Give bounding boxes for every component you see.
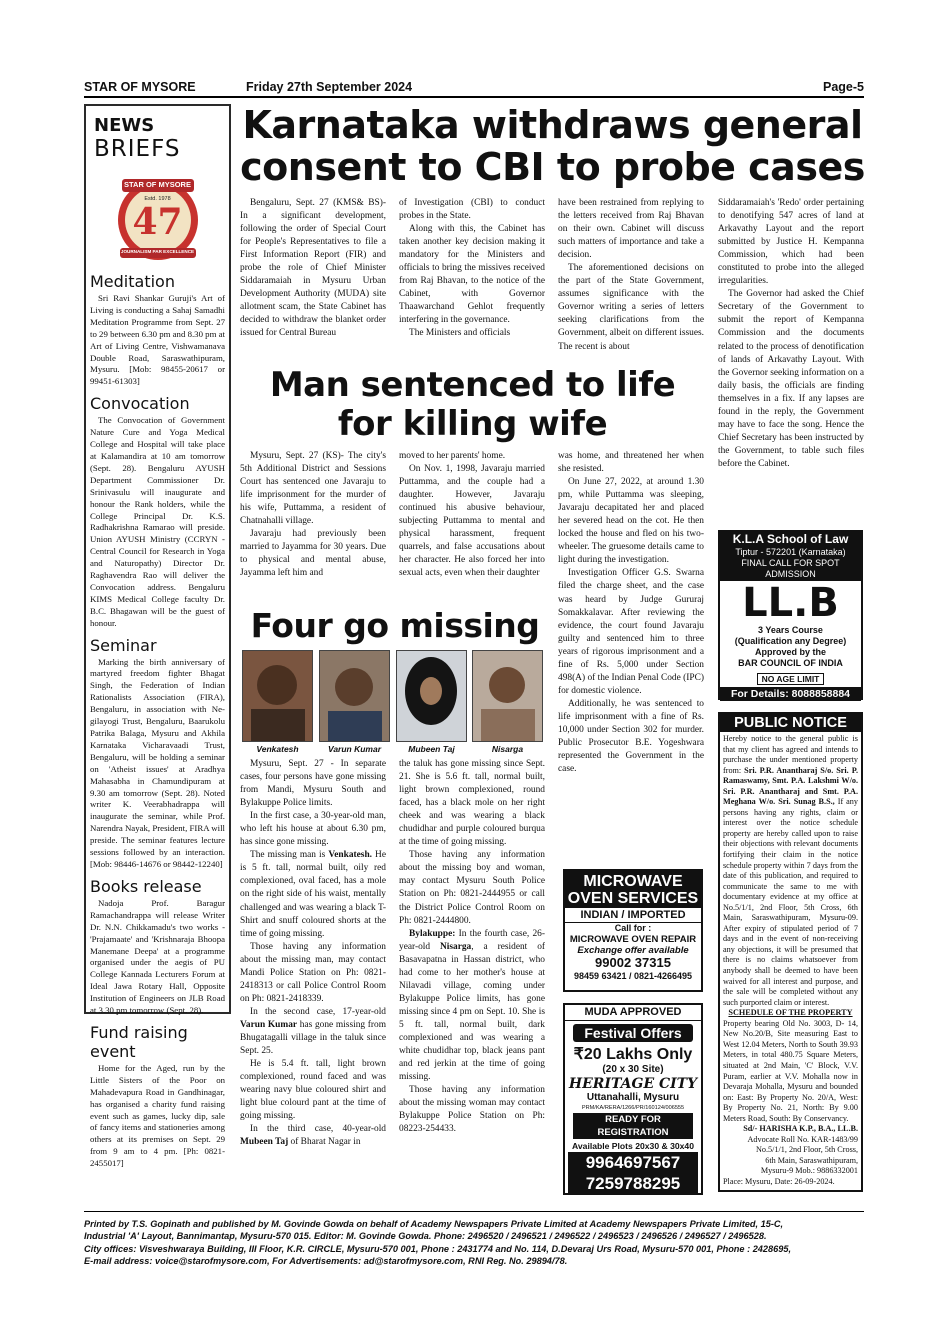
header-rule xyxy=(84,96,864,98)
ad-muda-l7: PRM/KA/RERA/1266/PR/160124/006555 xyxy=(581,1105,685,1111)
ad-law-place: Tiptur - 572201 (Karnataka) xyxy=(720,547,861,558)
ad-law-call: FINAL CALL FOR SPOT ADMISSION xyxy=(720,558,861,581)
ad-muda-l1: MUDA APPROVED xyxy=(565,1005,701,1021)
ad-microwave-l4: Call for : xyxy=(614,923,652,933)
story1-col2: of Investigation (CBI) to conduct probes in the State. Along with this, the Cabinet has taken another key decision making it mandatory for the Ministers and officials to bring the missives received from Raj Bhavan, to the notice of the Cabinet, with Governor Thaawarchand Gehlot frequently interfering in the governance. The Ministers and officials xyxy=(399,198,545,339)
ad-law-approved: Approved by the xyxy=(754,647,826,657)
ad-kla-school-of-law xyxy=(718,530,863,700)
ad-law-name: K.L.A School of Law xyxy=(720,532,861,547)
story2-headline xyxy=(240,366,705,444)
ad-microwave xyxy=(563,869,703,992)
story2-col3: was home, and threatened her when she resisted. On June 27, 2022, at around 1.30 pm, while Puttamma was sleeping, Javaraju decapitated her and placed her severed head on the cot. He then locked the house and fled on his two-wheeler. The gruesome details came to light during the investigation. Investigation Officer G.S. Swarna filed the charge sheet, and the case was heard by Judge Gururaj Somakkalavar. After reviewing the evidence, the court found Javaraju guilty and sentenced him to three years of rigorous imprisonment and a fine of Rs. 5,000 under Section 498(A) of the Indian Penal Code (IPC) for domestic violence. Additionally, he was sentenced to life imprisonment with a fine of Rs. 10,000 under Section 302 for murder. Public Prosecutor B.E. Yogeshwara represented the Government in the case. xyxy=(558,451,704,775)
ad-muda-l3: ₹20 Lakhs Only xyxy=(573,1046,693,1063)
briefs-title-bottom: BRIEFS xyxy=(94,136,181,162)
brief-item xyxy=(90,1023,225,1170)
brief-text: Marking the birth anniversary of martyred freedom fighter Bhagat Singh, the Federation of Indian Rationalists Association (FIRA), Bengaluru, in association with Ne-gilayogi Trust, Bengaluru, Baarukolu Patrika Balaga, Mysuru and Akhila Karnataka Vicharavaadi Trust, Bengaluru, will be holding a seminar on 'Atheist issues' at Aradhya Mahasabha in Chamundipuram at 9.30 am tomorrow (Sept. 28). Noted writer K. Veerabhadrappa will inaugurate the seminar, while Prof. Narendra Nayak, President, FIRA will preside. The seminar features lecture sessions followed by an interaction. [Mob: 98446-14676 or 98442-12240] xyxy=(90,656,225,869)
story1-col4: Siddaramaiah's 'Redo' order pertaining to denotifying 547 acres of land at Arkavathy Layout and the report submitted by Justice H. Kempanna Commission, which had been constituted to probe into the alleged irregularities. The Governor had asked the Chief Secretary of the Government to submit the report of Kempanna Commission and the documents related to the process of denotification of lands of Arkavathy Layout. With the Governor seeking information on a daily basis, the officials are finding themselves in a fix. If any lapses are found in the reply, the Government may have to face the song. Hence the Chief Secretary has been instructed by the Government, to table such files before the Cabinet. xyxy=(718,198,864,469)
story1-col3: have been restrained from replying to the letters received from Raj Bhavan on their own. Cabinet will discuss such matters of importance and take a decision. The aforementioned decisions on the part of the State Government, assumes significance with the Governor writing a series of letters seeking clarifications from the Government, albeit on different issues. The recent is about xyxy=(558,198,704,352)
briefs-title-top: NEWS xyxy=(94,115,155,136)
photo-nisarga xyxy=(472,650,543,742)
story2-headline-line2: for killing wife xyxy=(337,404,608,444)
ad-muda-l8: READY FOR REGISTRATION xyxy=(573,1113,693,1139)
brief-text: Sri Ravi Shankar Guruji's Art of Living is conducting a Sahaj Samadhi Meditation Programme from Sept. 27 to 29 between 6.30 pm and 8.30 pm at Art of Living Centre, Vishwamanava Double Road, Saraswathipuram, Mysuru. [Mob: 98455-20617 or 99451-61303] xyxy=(90,293,225,387)
notice-sign2: Advocate Roll No. KAR-1483/99 xyxy=(747,1134,858,1144)
ad-law-council: BAR COUNCIL OF INDIA xyxy=(738,658,843,668)
story3-headline: Four go missing xyxy=(250,606,540,645)
story2-col1: Mysuru, Sept. 27 (KS)- The city's 5th Additional District and Sessions Court has sentenced one Javaraju to life imprisonment for the murder of his wife, Puttamma, a resident of Chatnahalli village. Javaraju had previously been married to Jayamma for 30 years. Due to physical and mental abuse, Jayamma left him and xyxy=(240,451,386,579)
brief-heading: Convocation xyxy=(90,394,190,414)
photo-venkatesh xyxy=(242,650,313,742)
paper-name: STAR OF MYSORE xyxy=(84,80,196,94)
imprint-footer xyxy=(84,1218,864,1268)
person-icon xyxy=(320,651,389,741)
ad-microwave-l1: MICROWAVE xyxy=(565,871,701,890)
brief-item xyxy=(90,272,225,388)
notice-sign3: No.5/1/1, 2nd Floor, 5th Cross, xyxy=(755,1145,858,1155)
story3-col2: the taluk has gone missing since Sept. 21. She is 5.6 ft. tall, normal built, light brown complexioned, round faced, has a black mole on her right cheek and was wearing a black chudidhar and purple coloured burqua at the time of going missing. Those having any information about the missing boy and woman, may contact Mysuru South Police Station on Ph: 0821-2444955 or call the District Police Control Room on Ph: 0821-2444800. Bylakuppe: In the fourth case, 26-year-old Nisarga, a resident of Basavapatna in Hassan district, who had come to her mother's house at Nilavadi village, coming under Bylakuppe Police limits, has gone missing since 4 pm on Sept. 10. She is 5 ft. tall, normal built, dark complexioned and was wearing a white chudidhar top, black jeans pant and red jerkin at the time of going missing. Those having any information about the missing woman may contact Bylakuppe Police Station on Ph: 08223-254433. xyxy=(399,759,545,1135)
ad-law-qual: (Qualification any Degree) xyxy=(734,636,847,646)
story1-col1: Bengaluru, Sept. 27 (KMS& BS)- In a significant development, following the order of Special Court for People's Representatives to file a First Information Report (FIR) and probe the role of Chief Minister Siddaramaiah in Mysuru Urban Development Authority (MUDA) site allotment scam, the State Cabinet has decided to withdraw the blanket order issued for Central Bureau xyxy=(240,198,386,339)
news-briefs-box xyxy=(84,104,231,1169)
brief-heading: Fund raising event xyxy=(90,1022,188,1061)
footer-line: Printed by T.S. Gopinath and published by M. Govinde Gowda on behalf of Academy Newspapers Private Limited at Academy Newspapers Private Limited, 15-C, xyxy=(84,1219,784,1229)
ad-muda-l9: Available Plots 20x30 & 30x40 xyxy=(572,1141,694,1151)
brief-item xyxy=(90,877,225,1017)
brief-heading: Meditation xyxy=(90,272,175,291)
brief-heading: Seminar xyxy=(90,635,157,655)
story1-headline-line1: Karnataka withdraws general xyxy=(242,103,863,147)
ad-microwave-l2: OVEN SERVICES xyxy=(565,890,701,908)
notice-title: PUBLIC NOTICE xyxy=(720,714,861,732)
ad-microwave-l3: INDIAN / IMPORTED xyxy=(565,908,701,923)
ad-law-details: For Details: 8088858884 xyxy=(720,687,861,701)
notice-sign4: 6th Main, Saraswathipuram, xyxy=(765,1155,858,1165)
footer-line: City offices: Visveshwaraya Building, III Floor, K.R. CIRCLE, Mysuru-570 001, Phone : 2431774 and No. 114, D.Devaraj Urs Road, Mysuru-570 001, Phone : 2428695, xyxy=(84,1243,792,1254)
notice-sign6: Place: Mysuru, Date: 26-09-2024. xyxy=(723,1176,835,1186)
ad-muda-l4: (20 x 30 Site) xyxy=(602,1064,664,1075)
notice-sign1: Sd/- HARISHA K.P., B.A., LL.B. xyxy=(743,1124,858,1134)
story2-headline-line1: Man sentenced to life xyxy=(269,365,676,405)
logo-estd: Estd. 1978 xyxy=(144,196,171,202)
public-notice: PUBLIC NOTICE Hereby notice to the general public is that my client has agreed and intends to purchase the under mentioned property from: Sri. P.R. Anantharaj S/o. Sri. P. Ramaswamy, Smt. P.A. Lakshmi W/o. Sri. P.R. Anantharaj and Smt. P.A. Meghana W/o. Sri. Sunag B.S., If any persons having any rights, claim or interest over the notice schedule property are hereby called upon to raise their objections with relevant documents fortifying their claim in the notice schedule property within 7 days from the date of this publication, and required to communicate the same to me with documentary evidence at my office at No.5/1/1, 2nd Floor, 5th Cross, 6th Main, Saraswathipuram, Mysuru-09. After expiry of stipulated period of 7 days and in the event of non-receiving any objections, it will be presumed that there is no claims whatsoever from anybody shall be deemed to have been waived for all interest and purpose, and the sale will be completed without any such purported claim or interest. SCHEDULE OF THE PROPERTY Property bearing Old No. 3003, D- 14, New No.20/B, Site measuring East to West 12.04 Meters, North to South 39.93 Meters, in total 480.75 Square Meters, situated at 2nd Main, 'C' Block, V.V. Puram, earlier at V.V. Mohalla now in Devaraja Mohalla, Mysuru and bounded on: East: By Property No. 20/A, West: By Property No. 21, North: By 9.00 Meters Road, South: By Conservancy. Sd/- HARISHA K.P., B.A., LL.B. Advocate Roll No. KAR-1483/99 No.5/1/1, 2nd Floor, 5th Cross, 6th Main, Saraswathipuram, Mysuru-9 Mob.: 9886332001 Place: Mysuru, Date: 26-09-2024. xyxy=(718,712,863,1192)
photo-caption: Varun Kumar xyxy=(327,744,382,754)
story1-headline-line2: consent to CBI to probe cases xyxy=(240,145,865,189)
person-icon xyxy=(397,651,466,741)
person-icon xyxy=(473,651,542,741)
ad-law-age: NO AGE LIMIT xyxy=(757,673,825,685)
brief-text: Home for the Aged, run by the Little Sisters of the Poor on Mahadevapura Road in Gandhinagar, has organised a charity fund raising event such as games, lucky dip, sale of fancy items and stationeries among others at its premises on Sept. 29 from 9 am to 4 pm. [Ph: 0821-2455017] xyxy=(90,1062,225,1169)
anniversary-logo xyxy=(112,174,204,264)
photo-mubeen-taj xyxy=(396,650,467,742)
ad-law-degree: LL.B xyxy=(742,580,839,626)
logo-bottom-text: JOURNALISM PAR EXCELLENCE xyxy=(120,249,195,254)
ad-law-years: 3 Years Course xyxy=(758,625,823,635)
photo-caption: Venkatesh xyxy=(256,744,299,754)
ad-heritage-city xyxy=(563,1003,703,1195)
brief-heading: Books release xyxy=(90,876,202,896)
footer-line: E-mail address: voice@starofmysore.com, For Advertisements: ad@starofmysore.com, RNI Reg. No. 29894/78. xyxy=(84,1256,568,1267)
story3-col1: Mysuru, Sept. 27 - In separate cases, four persons have gone missing from Mandi, Mysuru South and Bylakuppe Police limits. In the first case, a 30-year-old man, who left his house at about 6.30 pm, has since gone missing. The missing man is Venkatesh. He is 5 ft. tall, normal built, oily red complexioned, oval faced, has a mole on the right side of his waist, mentally challenged and was wearing a black T-Shirt and snuff coloured shorts at the time of going missing. Those having any information about the missing man, may contact Mandi Police Station on Ph: 0821-2418313 or call Police Control Room on Ph: 0821-2418339. In the second case, 17-year-old Varun Kumar has gone missing from Bhugatagalli village in the taluk since Sept. 25. He is 5.4 ft. tall, light brown complexioned, round faced and was wearing navy blue coloured shirt and light blue colourd pant at the time of going missing. In the third case, 40-year-old Mubeen Taj of Bharat Nagar in xyxy=(240,759,386,1148)
issue-date: Friday 27th September 2024 xyxy=(246,80,413,94)
ad-microwave-l5: MICROWAVE OVEN REPAIR xyxy=(569,934,697,945)
logo-top-text: STAR OF MYSORE xyxy=(124,180,191,189)
footer-line: Industrial 'A' Layout, Bannimantap, Mysuru-570 015. Editor: M. Govinde Gowda. Phone: 2496520 / 2496521 / 2496522 / 2496523 / 2496526 / 2496527 / 2496528. xyxy=(84,1231,767,1242)
ad-microwave-l7: 99002 37315 xyxy=(595,955,671,970)
photo-caption: Mubeen Taj xyxy=(408,744,455,754)
ad-muda-l2: Festival Offers xyxy=(573,1024,693,1042)
page-header xyxy=(84,80,864,96)
brief-item xyxy=(90,394,225,629)
brief-text: The Convocation of Government Nature Cure and Yoga Medical College and Hospital will take place at Kalamandira at 10 am tomorrow (Sept. 28). Bengaluru AYUSH Department Commissioner Dr. Srinivasulu will inaugurate and honour the Rank holders, while the College Principal Dr. K.S. Radhakrishna Ramarao will preside. Union AYUSH Ministry (CCRYN - Central Council for Research in Yoga and Naturopathy) Director Dr. Raghavendra Rao will deliver the Convocation address. Bengaluru KIMS Medical College faculty Dr. B.C. Bhagawan will be the guest of honour. xyxy=(90,415,225,628)
logo-number: 47 xyxy=(132,201,183,243)
photo-varun-kumar xyxy=(319,650,390,742)
ad-muda-l10: 9964697567 xyxy=(568,1152,698,1173)
page-number: Page-5 xyxy=(823,80,864,94)
notice-schedule: Property bearing Old No. 3003, D- 14, New No.20/B, Site measuring East to West 12.04 Meters, North to South 39.93 Meters, in total 480.75 Square Meters, situated at 2nd Main, 'C' Block, V.V. Puram, earlier at V.V. Mohalla now in Devaraja Mohalla, Mysuru and bounded on: East: By Property No. 20/A, West: By Property No. 21, North: By 9.00 Meters Road, South: By Conservancy. xyxy=(723,1018,858,1123)
footer-rule xyxy=(84,1211,864,1212)
ad-muda-l11: 7259788295 xyxy=(568,1173,698,1194)
photo-caption: Nisarga xyxy=(491,744,524,754)
story1-headline xyxy=(240,104,865,188)
notice-schedule-title: SCHEDULE OF THE PROPERTY xyxy=(728,1008,853,1018)
ad-muda-l5: HERITAGE CITY xyxy=(568,1076,698,1092)
brief-text: Nadoja Prof. Baragur Ramachandrappa will release Writer Dr. N.N. Chikkamadu's two works - 'Prajamaate' and 'Krishnaraja Bhoopa Manemane Deepa' at a programme organised under the aegis of PU College Kannada Lecturers Forum at Ideal Jawa Rotary Hall, Opposite Institution of Engineers on JLB Road at 3.30 pm tomorrow (Sept. 28). xyxy=(90,897,225,1016)
ad-microwave-l6: Exchange offer available xyxy=(577,945,689,956)
person-icon xyxy=(243,651,312,741)
brief-item xyxy=(90,636,225,871)
notice-sign5: Mysuru-9 Mob.: 9886332001 xyxy=(760,1166,858,1176)
story2-col2: moved to her parents' home. On Nov. 1, 1998, Javaraju married Puttamma, and the couple had a daughter. However, Javaraju continued his abusive behaviour, subjecting Puttamma to mental and physical harassment, frequent quarrels, and false accusations about her character. He also forced her into sexual acts, even when their daughter xyxy=(399,451,545,579)
ad-microwave-l8: 98459 63421 / 0821-4266495 xyxy=(573,971,693,981)
ad-muda-l6: Uttanahalli, Mysuru xyxy=(586,1092,680,1103)
